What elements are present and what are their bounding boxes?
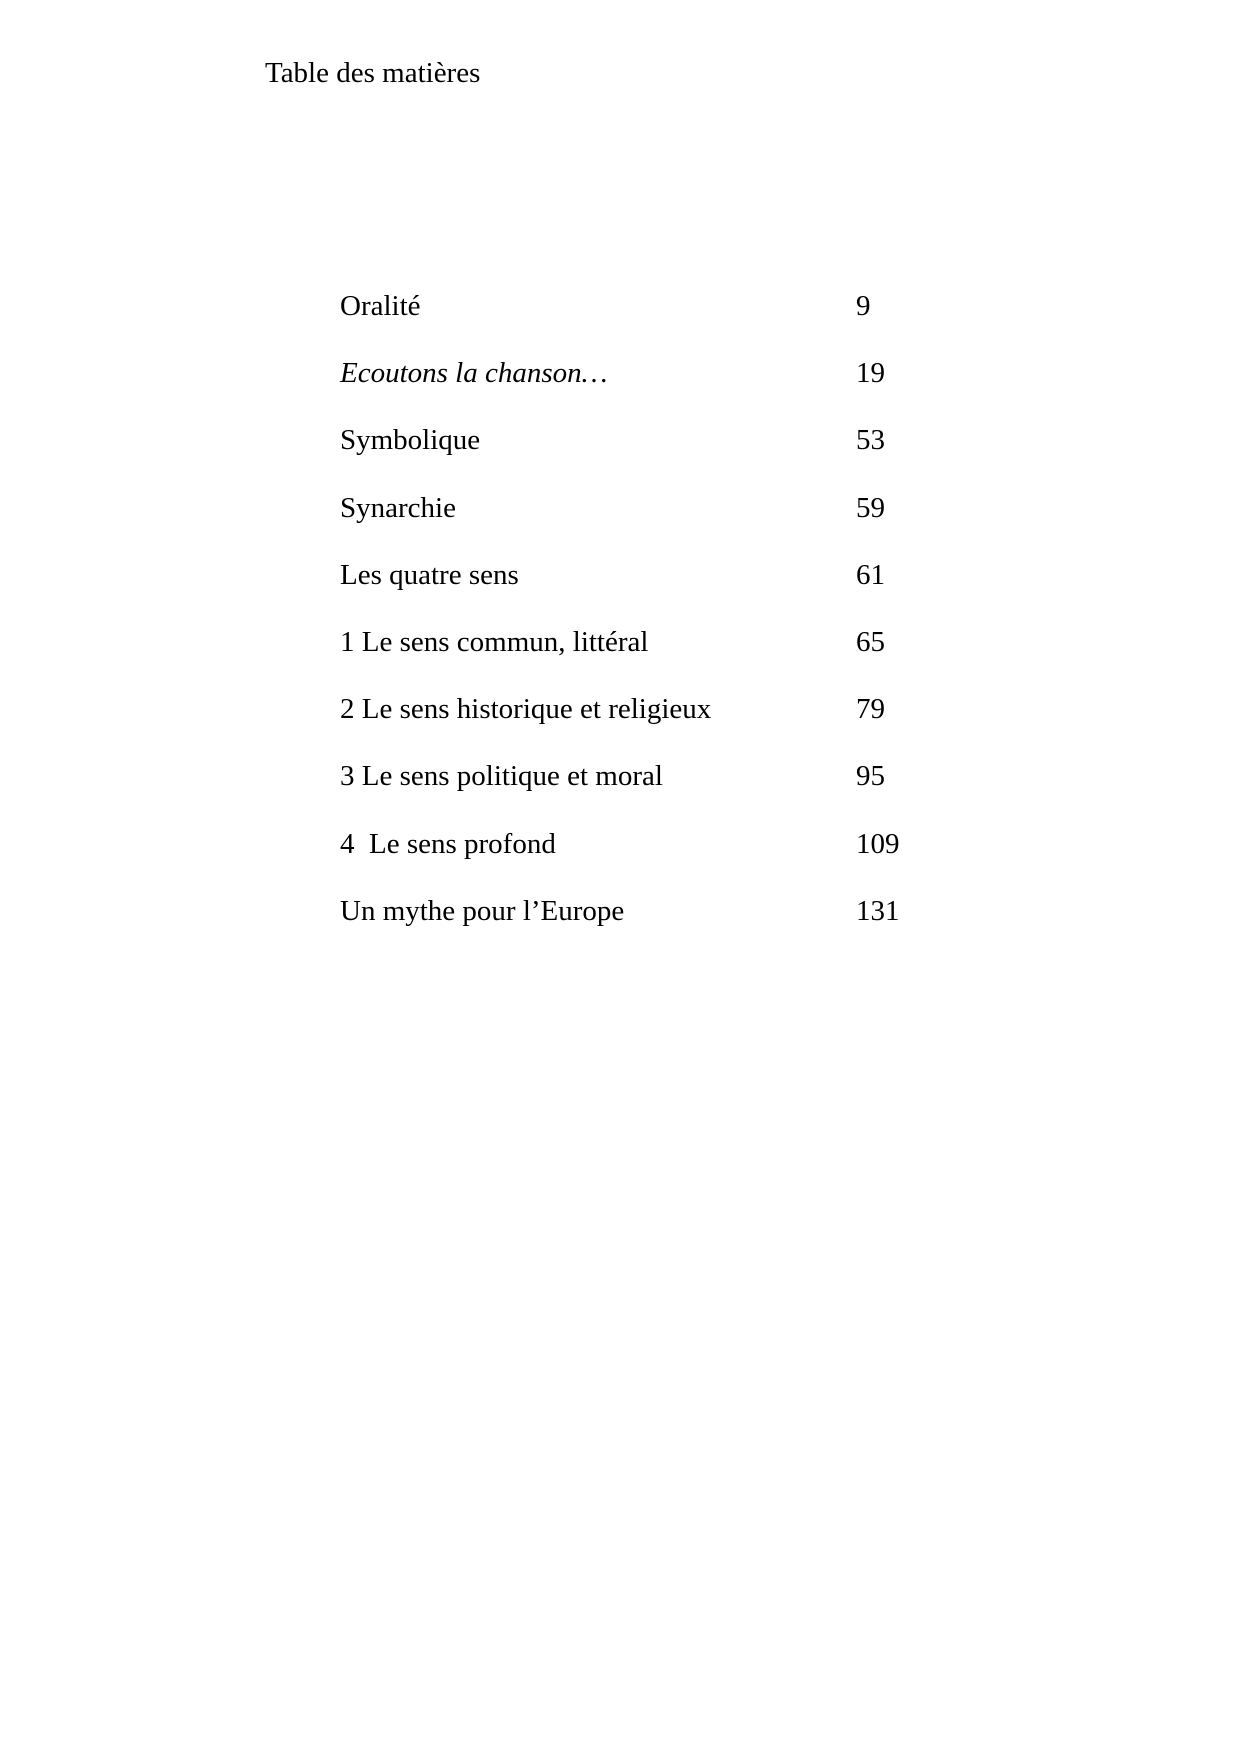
- table-of-contents: [340, 288, 940, 960]
- toc-entry-synarchie: [340, 490, 940, 557]
- toc-entry-title: Symbolique: [340, 424, 481, 457]
- toc-entry-sens-politique: [340, 758, 940, 825]
- toc-entry-title: Les quatre sens: [340, 558, 519, 591]
- toc-entry-page-number: 79: [856, 693, 885, 726]
- toc-entry-les-quatre-sens: [340, 557, 940, 624]
- toc-entry-page-number: 19: [856, 357, 885, 390]
- toc-entry-title: 1 Le sens commun, littéral: [340, 625, 649, 658]
- toc-entry-sens-commun: [340, 624, 940, 691]
- page-title: Table des matières: [265, 57, 481, 89]
- toc-entry-sens-profond: [340, 826, 940, 893]
- toc-entry-page-number: 9: [856, 290, 871, 322]
- toc-entry-page-number: 109: [856, 827, 900, 860]
- toc-entry-title: 2 Le sens historique et religieux: [340, 693, 712, 726]
- toc-entry-oralite: [340, 288, 940, 355]
- toc-entry-un-mythe-pour-l-europe: [340, 893, 940, 960]
- toc-entry-page-number: 131: [856, 894, 900, 927]
- toc-entry-sens-historique: [340, 691, 940, 758]
- toc-entry-page-number: 95: [856, 760, 885, 793]
- toc-entry-title: Synarchie: [340, 491, 456, 524]
- toc-entry-page-number: 53: [856, 424, 885, 457]
- toc-entry-page-number: 65: [856, 625, 885, 658]
- toc-entry-title: Oralité: [340, 290, 421, 322]
- toc-entry-title: 3 Le sens politique et moral: [340, 760, 663, 793]
- toc-entry-title: Un mythe pour l’Europe: [340, 894, 625, 927]
- toc-entry-page-number: 59: [856, 491, 885, 524]
- toc-entry-title: 4 Le sens profond: [340, 827, 556, 860]
- toc-entry-page-number: 61: [856, 558, 885, 591]
- toc-entry-symbolique: [340, 422, 940, 489]
- toc-entry-ecoutons-la-chanson: [340, 355, 940, 422]
- toc-entry-title: Ecoutons la chanson…: [340, 357, 608, 390]
